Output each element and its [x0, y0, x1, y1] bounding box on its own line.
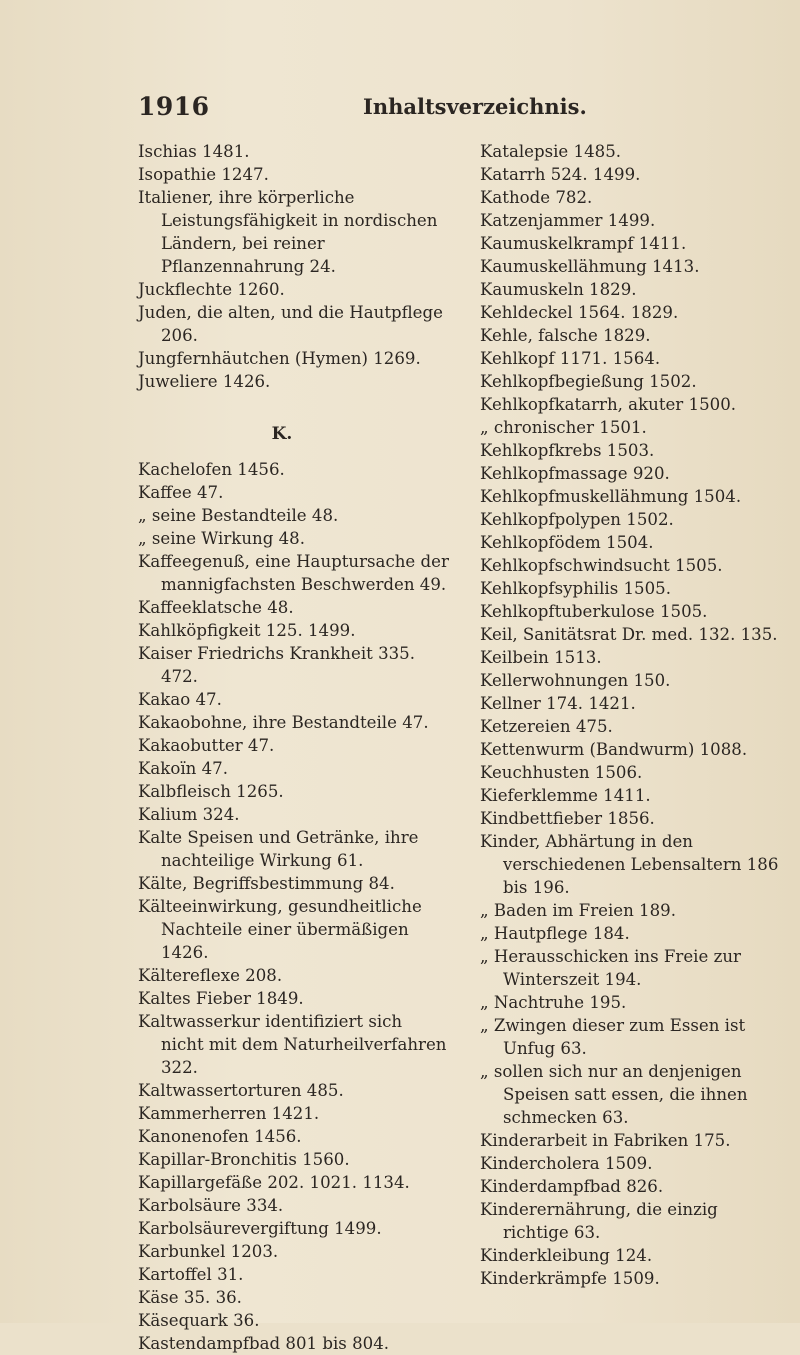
- index-entry: Katalepsie 1485.: [480, 142, 622, 161]
- index-entry: Kathode 782.: [480, 188, 593, 207]
- index-entry: Juckflechte 1260.: [138, 280, 285, 299]
- index-entry: Kalte Speisen und Getränke, ihre nachteilige Wirkung 61.: [138, 828, 419, 870]
- page-number: 1916: [138, 92, 210, 121]
- index-entry: Kakoïn 47.: [138, 759, 228, 778]
- index-entry: Kaltwasserkur identifiziert sich nicht mit dem Naturheilverfahren 322.: [138, 1012, 447, 1077]
- index-entry: Kalbfleisch 1265.: [138, 782, 284, 801]
- index-entry: Kehlkopfsyphilis 1505.: [480, 579, 671, 598]
- index-group-k: [138, 458, 450, 1355]
- index-entry: Karbunkel 1203.: [138, 1242, 279, 1261]
- index-entry: Kehlkopfpolypen 1502.: [480, 510, 674, 529]
- index-entry: Keuchhusten 1506.: [480, 763, 643, 782]
- index-entry: Kehlkopfschwindsucht 1505.: [480, 556, 723, 575]
- index-entry: Jungfernhäutchen (Hymen) 1269.: [138, 349, 421, 368]
- index-entry: „ Herausschicken ins Freie zur Winterszeit 194.: [480, 947, 741, 989]
- index-entry: Kapillargefäße 202. 1021. 1134.: [138, 1173, 410, 1192]
- index-entry: Kakaobutter 47.: [138, 736, 275, 755]
- index-entry: Kieferklemme 1411.: [480, 786, 651, 805]
- running-title: Inhaltsverzeichnis.: [363, 94, 587, 119]
- index-entry: Italiener, ihre körperliche Leistungsfähigkeit in nordischen Ländern, bei reiner Pflanzennahrung 24.: [138, 188, 438, 276]
- index-entry: Kehlkopftuberkulose 1505.: [480, 602, 708, 621]
- section-letter-heading: K.: [271, 424, 293, 444]
- index-entry: „ sollen sich nur an denjenigen Speisen satt essen, die ihnen schmecken 63.: [480, 1062, 748, 1127]
- index-entry: Kehlkopfödem 1504.: [480, 533, 654, 552]
- index-entry: Ketzereien 475.: [480, 717, 613, 736]
- index-entry: Kinderkrämpfe 1509.: [480, 1269, 660, 1288]
- index-entry: Kellerwohnungen 150.: [480, 671, 671, 690]
- index-entry: Kehlkopf 1171. 1564.: [480, 349, 661, 368]
- index-entry: Kehlkopfkatarrh, akuter 1500.: [480, 395, 737, 414]
- index-entry: Isopathie 1247.: [138, 165, 269, 184]
- index-entry: Kammerherren 1421.: [138, 1104, 320, 1123]
- index-entry: Kehldeckel 1564. 1829.: [480, 303, 679, 322]
- index-entry: „ chronischer 1501.: [480, 418, 647, 437]
- page-header: [138, 92, 660, 126]
- index-entry: „ seine Wirkung 48.: [138, 529, 306, 548]
- index-column-left: [138, 140, 450, 1355]
- index-entry: Kinderarbeit in Fabriken 175.: [480, 1131, 731, 1150]
- index-entry: „ Nachtruhe 195.: [480, 993, 627, 1012]
- index-entry: „ seine Bestandteile 48.: [138, 506, 339, 525]
- index-entry: Katarrh 524. 1499.: [480, 165, 641, 184]
- index-entry: „ Baden im Freien 189.: [480, 901, 676, 920]
- index-entry: Käse 35. 36.: [138, 1288, 242, 1307]
- index-entry: Karbolsäure 334.: [138, 1196, 284, 1215]
- index-entry: Kinderkleibung 124.: [480, 1246, 653, 1265]
- index-entry: Käsequark 36.: [138, 1311, 260, 1330]
- index-entry: Kaffeegenuß, eine Hauptursache der mannigfachsten Beschwerden 49.: [138, 552, 449, 594]
- index-entry: „ Hautpflege 184.: [480, 924, 630, 943]
- index-entry: Kaumuskeln 1829.: [480, 280, 637, 299]
- index-entry: Ischias 1481.: [138, 142, 250, 161]
- index-entry: Kehlkopfmuskellähmung 1504.: [480, 487, 742, 506]
- index-entry: Kehlkopfmassage 920.: [480, 464, 670, 483]
- index-entry: Kakao 47.: [138, 690, 222, 709]
- index-entry: Kehlkopfkrebs 1503.: [480, 441, 655, 460]
- index-entry: Kaltwassertorturen 485.: [138, 1081, 344, 1100]
- index-entry: Kalium 324.: [138, 805, 240, 824]
- index-entry: Kinderdampfbad 826.: [480, 1177, 664, 1196]
- index-entry: Kindbettfieber 1856.: [480, 809, 655, 828]
- index-group-k-continued: [480, 140, 785, 1290]
- index-entry: Kaffee 47.: [138, 483, 224, 502]
- index-entry: Kaffeeklatsche 48.: [138, 598, 294, 617]
- index-entry: Keil, Sanitätsrat Dr. med. 132. 135.: [480, 625, 778, 644]
- index-entry: Kehle, falsche 1829.: [480, 326, 651, 345]
- index-entry: Kaiser Friedrichs Krankheit 335. 472.: [138, 644, 416, 686]
- index-entry: Kahlköpfigkeit 125. 1499.: [138, 621, 356, 640]
- index-entry: Kälte, Begriffsbestimmung 84.: [138, 874, 395, 893]
- index-entry: Kälteeinwirkung, gesundheitliche Nachteile einer übermäßigen 1426.: [138, 897, 422, 962]
- index-entry: Kaumuskellähmung 1413.: [480, 257, 700, 276]
- index-entry: Kanonenofen 1456.: [138, 1127, 302, 1146]
- index-entry: Kastendampfbad 801 bis 804.: [138, 1334, 390, 1353]
- index-entry: Keilbein 1513.: [480, 648, 602, 667]
- index-entry: Juweliere 1426.: [138, 372, 271, 391]
- index-entry: Kachelofen 1456.: [138, 460, 285, 479]
- index-entry: Kehlkopfbegießung 1502.: [480, 372, 697, 391]
- index-entry: Kartoffel 31.: [138, 1265, 244, 1284]
- index-entry: Juden, die alten, und die Hautpflege 206.: [138, 303, 443, 345]
- index-entry: Kapillar-Bronchitis 1560.: [138, 1150, 350, 1169]
- index-group-before-k: [138, 140, 450, 393]
- index-column-right: [480, 140, 785, 1290]
- index-entry: Kaumuskelkrampf 1411.: [480, 234, 687, 253]
- index-entry: Karbolsäurevergiftung 1499.: [138, 1219, 382, 1238]
- index-entry: Kindercholera 1509.: [480, 1154, 653, 1173]
- index-entry: Kettenwurm (Bandwurm) 1088.: [480, 740, 748, 759]
- index-entry: Kaltes Fieber 1849.: [138, 989, 304, 1008]
- index-entry: Kakaobohne, ihre Bestandteile 47.: [138, 713, 429, 732]
- index-entry: Katzenjammer 1499.: [480, 211, 656, 230]
- index-entry: Kellner 174. 1421.: [480, 694, 636, 713]
- index-entry: „ Zwingen dieser zum Essen ist Unfug 63.: [480, 1016, 746, 1058]
- index-entry: Kinderernährung, die einzig richtige 63.: [480, 1200, 718, 1242]
- index-entry: Kinder, Abhärtung in den verschiedenen Lebensaltern 186 bis 196.: [480, 832, 779, 897]
- index-entry: Kältereflexe 208.: [138, 966, 283, 985]
